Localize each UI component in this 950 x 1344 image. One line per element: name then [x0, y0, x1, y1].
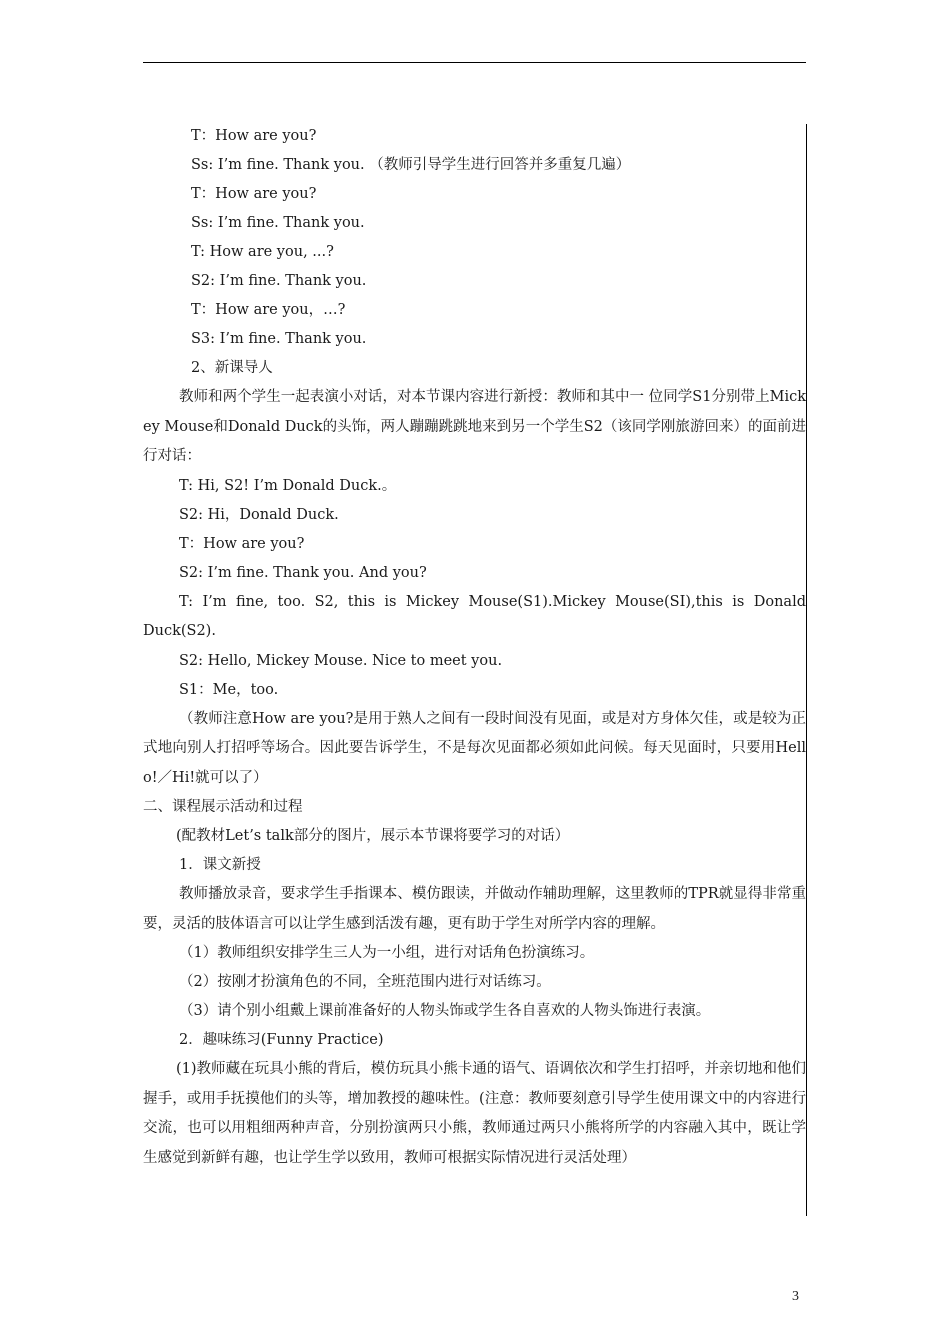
item-heading: 2．趣味练习(Funny Practice): [179, 1032, 384, 1048]
header-rule: [143, 62, 806, 63]
dialogue-line: S2: I’m fine. Thank you.: [191, 273, 367, 289]
intro-paragraph: 教师和两个学生一起表演小对话，对本节课内容进行新授：教师和其中一 位同学S1分别带上Mickey Mouse和Donald Duck的头饰，两人蹦蹦跳跳地来到另一个学生S2（该同学刚旅游回来）的面前进行对话：: [143, 389, 806, 464]
dialogue-line: S3: I’m fine. Thank you.: [191, 331, 367, 347]
table-border-right: [806, 124, 807, 1216]
dialogue-line: T：How are you，…?: [191, 302, 346, 318]
dialogue-line: S1：Me，too.: [179, 681, 279, 698]
part-note: (配教材Let’s talk部分的图片，展示本节课将要学习的对话）: [176, 828, 570, 844]
dialogue-line: T：How are you?: [191, 186, 317, 202]
step-line: （3）请个别小组戴上课前准备好的人物头饰或学生各自喜欢的人物头饰进行表演。: [179, 1003, 711, 1019]
dialogue-line: S2: I’m fine. Thank you. And you?: [179, 564, 427, 581]
item-heading: 1．课文新授: [179, 857, 261, 873]
section-heading: 2、新课导人: [191, 360, 273, 376]
document-body: [143, 122, 806, 1173]
dialogue-line: S2: Hello, Mickey Mouse. Nice to meet you.: [179, 652, 503, 669]
item-paragraph: (1)教师藏在玩具小熊的背后，模仿玩具小熊卡通的语气、语调依次和学生打招呼，并亲切地和他们握手，或用手抚摸他们的头等，增加教授的趣味性。(注意：教师要刻意引导学生使用课文中的内容进行交流，也可以用粗细两种声音，分别扮演两只小熊，教师通过两只小熊将所学的内容融入其中，既让学生感觉到新鲜有趣，也让学生学以致用，教师可根据实际情况进行灵活处理）: [143, 1061, 806, 1166]
dialogue-line: Ss: I’m fine. Thank you.: [191, 215, 365, 231]
page-number: 3: [792, 1289, 799, 1304]
dialogue-line: Ss: I’m fine. Thank you. （教师引导学生进行回答并多重复几遍）: [191, 157, 631, 173]
dialogue-line: T：How are you?: [191, 128, 317, 144]
dialogue-line: S2: Hi，Donald Duck.: [179, 506, 339, 523]
item-paragraph: 教师播放录音，要求学生手指课本、模仿跟读，并做动作辅助理解，这里教师的TPR就显得非常重要，灵活的肢体语言可以让学生感到活泼有趣，更有助于学生对所学内容的理解。: [143, 886, 806, 932]
dialogue-line: T：How are you?: [179, 535, 305, 552]
step-line: （1）教师组织安排学生三人为一小组，进行对话角色扮演练习。: [179, 945, 595, 961]
dialogue-line: T: How are you, ...?: [191, 244, 334, 260]
part-heading: 二、课程展示活动和过程: [143, 799, 303, 815]
teacher-note: （教师注意How are you?是用于熟人之间有一段时间没有见面，或是对方身体欠佳，或是较为正式地向别人打招呼等场合。因此要告诉学生，不是每次见面都必须如此问候。每天见面时，只要用Hello!／Hi!就可以了）: [143, 710, 806, 786]
dialogue-line-wrapped: T: I’m fine, too. S2, this is Mickey Mouse(S1).Mickey Mouse(SI),this is Donald Duck(S2).: [143, 593, 806, 639]
step-line: （2）按刚才扮演角色的不同，全班范围内进行对话练习。: [179, 974, 551, 990]
dialogue-line: T: Hi, S2! I’m Donald Duck.。: [179, 477, 397, 494]
